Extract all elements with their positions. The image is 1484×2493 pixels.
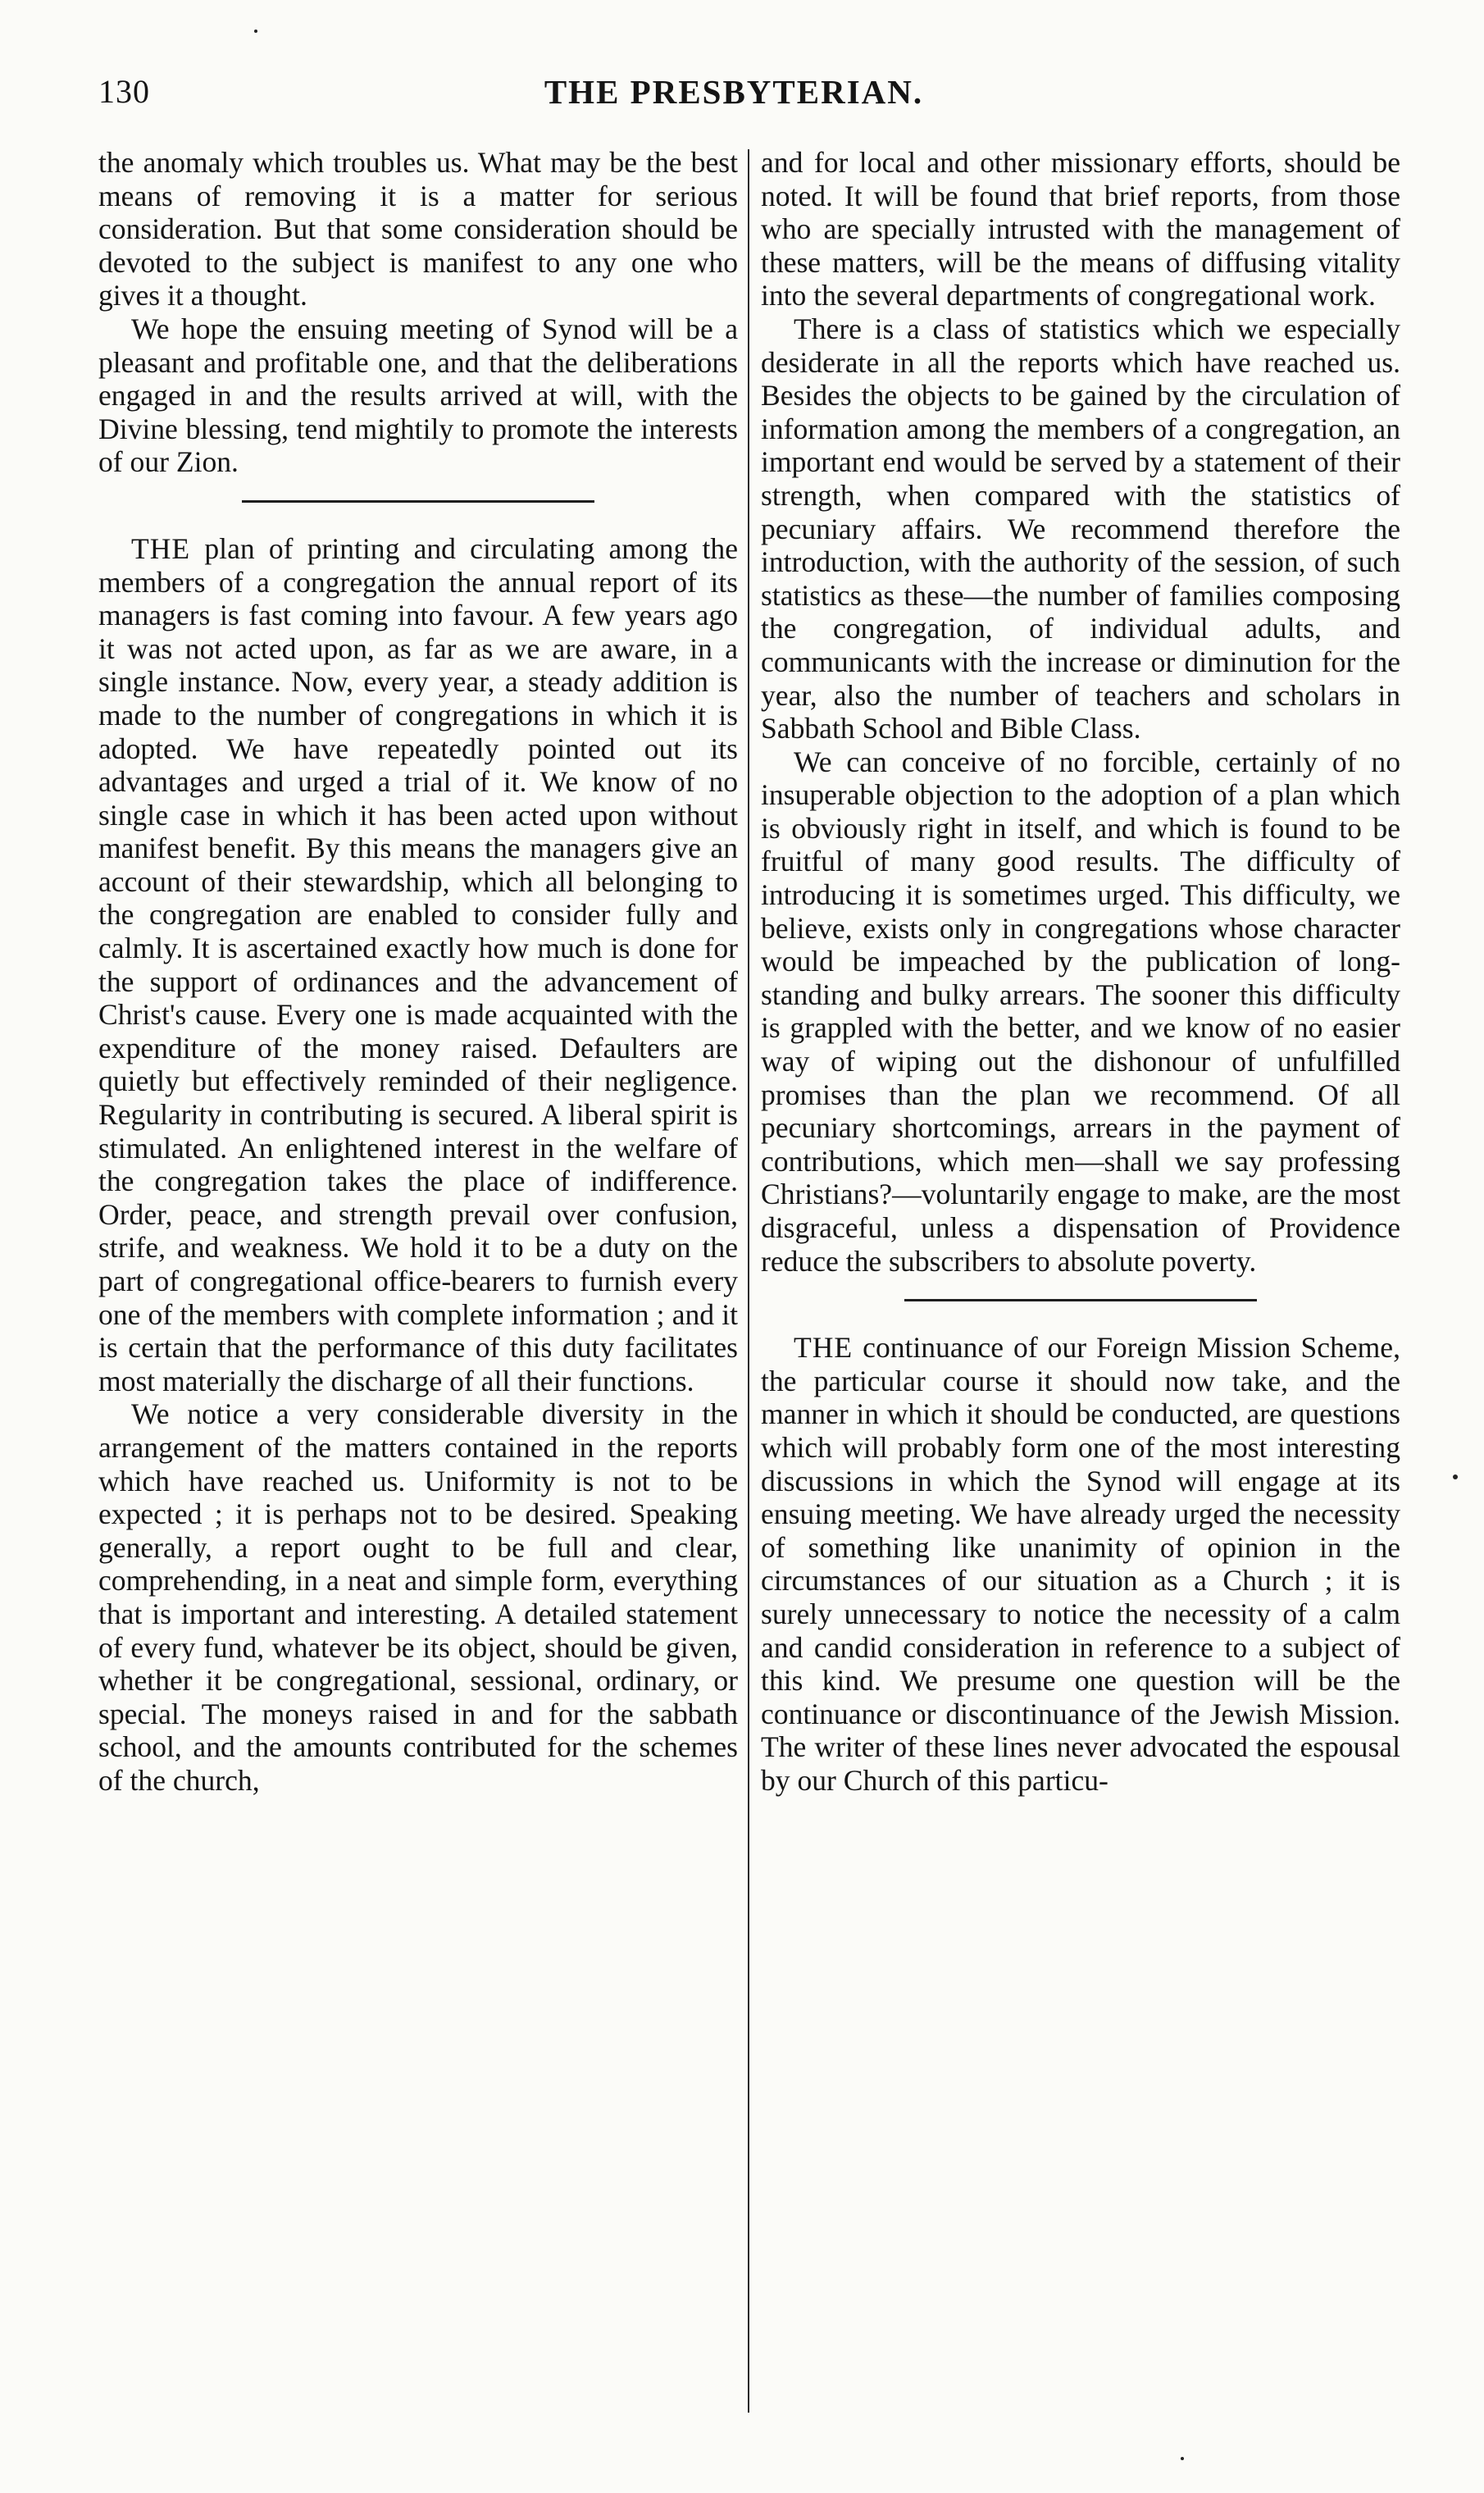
right-paragraph-continuation: and for local and other missionary efforts, should be noted. It will be found that brief reports, from those who are specially intrusted with the management of these matters, will be the means of diffusing vitality into the several departments of congregational work. — [761, 146, 1400, 312]
journal-title: THE PRESBYTERIAN. — [544, 73, 924, 111]
section-divider — [242, 500, 594, 503]
print-speck — [1453, 1474, 1458, 1479]
left-paragraph-synod-hope: We hope the ensuing meeting of Synod will be a pleasant and profitable one, and that the deliberations engaged in and the results arrived at will, with the Divine blessing, tend mightily to promote the interests of our Zion. — [98, 312, 738, 479]
section-divider — [904, 1299, 1257, 1301]
print-speck — [254, 30, 257, 33]
right-paragraph-foreign-mission — [761, 1331, 1400, 1797]
paragraph-lead-word: THE — [794, 1331, 854, 1365]
right-column — [761, 146, 1400, 1798]
print-speck — [1181, 2457, 1184, 2460]
paragraph-lead-word: THE — [131, 531, 191, 565]
left-paragraph-continuation: the anomaly which troubles us. What may be the best means of removing it is a matter for serious consideration. But that some consideration should be devoted to the subject is manifest to any one who gives it a thought. — [98, 146, 738, 312]
column-divider — [748, 149, 749, 2413]
page-header — [98, 72, 1369, 130]
left-paragraph-annual-report — [98, 532, 738, 1397]
left-column — [98, 146, 738, 1798]
paragraph-body: plan of printing and circulating among the members of a congregation the annual report of its managers is fast coming into favour. A few years ago it was not acted upon, as far as we are aware, in a single instance. Now, every year, a steady addition is made to the number of congregations in which it is adopted. We have repeatedly pointed out its advantages and urged a trial of it. We know of no single case in which it has been acted upon without manifest benefit. By this means the managers give an account of their stewardship, which all belonging to the congregation are enabled to consider fully and calmly. It is ascertained exactly how much is done for the support of ordinances and the advancement of Christ's cause. Every one is made acquainted with the expenditure of the money raised. Defaulters are quietly but effectively reminded of their negligence. Regularity in contributing is secured. A liberal spirit is stimulated. An enlightened interest in the welfare of the congregation takes the place of indifference. Order, peace, and strength prevail over confusion, strife, and weakness. We hold it to be a duty on the part of congregational office-bearers to furnish every one of the members with complete information ; and it is certain that the performance of this duty facilitates most materially the discharge of all their functions. — [98, 531, 738, 1397]
page-number: 130 — [98, 73, 150, 110]
left-paragraph-diversity: We notice a very considerable diversity in the arrangement of the matters contained in the reports which have reached us. Uniformity is not to be expected ; it is perhaps not to be desired. Speaking generally, a report ought to be full and clear, comprehending, in a neat and simple form, everything that is important and interesting. A detailed statement of every fund, whatever be its object, should be given, whether it be congregational, sessional, ordinary, or special. The moneys raised in and for the sabbath school, and the amounts contributed for the schemes of the church, — [98, 1397, 738, 1797]
right-paragraph-objection: We can conceive of no forcible, certainly of no insuperable objection to the adoption of a plan which is obviously right in itself, and which is found to be fruitful of many good results. The difficulty of introducing it is sometimes urged. This difficulty, we believe, exists only in congregations whose character would be impeached by the publication of long-standing and bulky arrears. The sooner this difficulty is grappled with the better, and we know of no easier way of wiping out the dishonour of unfulfilled promises than the plan we recommend. Of all pecuniary shortcomings, arrears in the payment of contributions, which men—shall we say professing Christians?—voluntarily engage to make, are the most disgraceful, unless a dispensation of Providence reduce the subscribers to absolute poverty. — [761, 745, 1400, 1278]
paragraph-body: continuance of our Foreign Mission Scheme, the particular course it should now take, and the manner in which it should be conducted, are questions which will probably form one of the most interesting discussions in which the Synod will engage at its ensuing meeting. We have already urged the necessity of something like unanimity of opinion in the circumstances of our situation as a Church ; it is surely unnecessary to notice the necessity of a calm and candid consideration in reference to a subject of this kind. We presume one question will be the continuance or discontinuance of the Jewish Mission. The writer of these lines never advocated the espousal by our Church of this particu- — [761, 1331, 1400, 1797]
right-paragraph-statistics: There is a class of statistics which we especially desiderate in all the reports which have reached us. Besides the objects to be gained by the circulation of information among the members of a congregation, an important end would be served by a statement of their strength, when compared with the statistics of pecuniary affairs. We recommend therefore the introduction, with the authority of the session, of such statistics as these—the number of families composing the congregation, of individual adults, and communicants with the increase or diminution for the year, also the number of teachers and scholars in Sabbath School and Bible Class. — [761, 312, 1400, 745]
